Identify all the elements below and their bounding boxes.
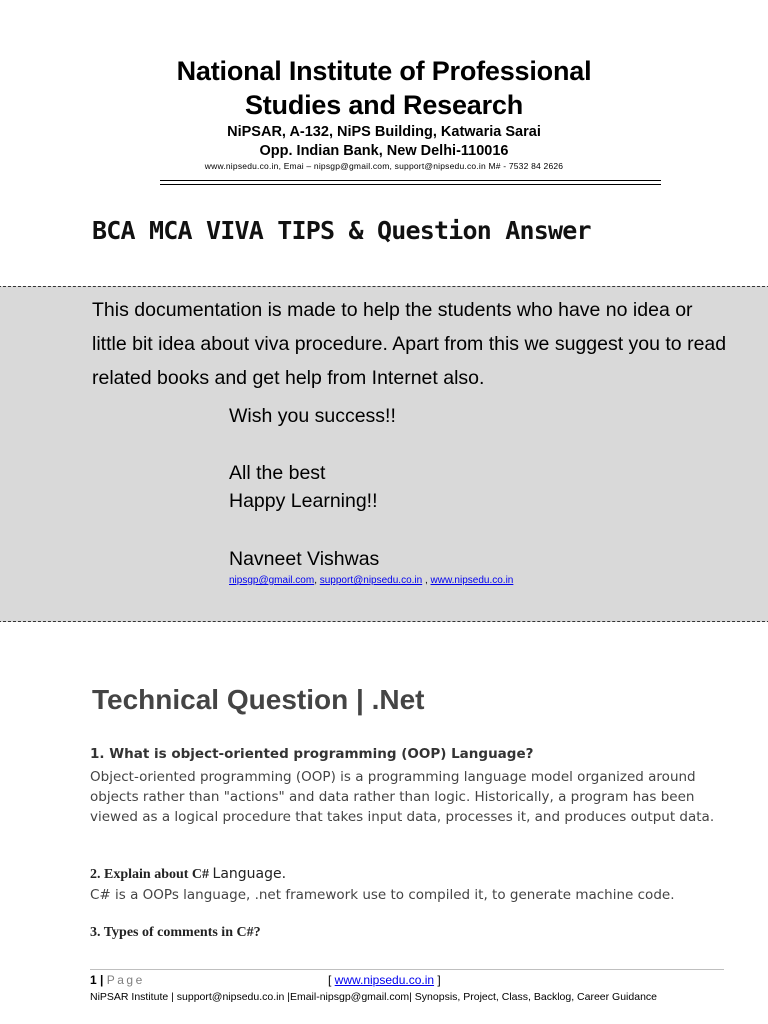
footer-website-link[interactable]: www.nipsedu.co.in	[334, 973, 435, 987]
wish-text: Wish you success!!	[229, 405, 396, 427]
link-separator: ,	[314, 575, 320, 586]
document-title: BCA MCA VIVA TIPS & Question Answer	[92, 216, 591, 245]
all-the-best-text: All the best	[229, 462, 326, 484]
bracket-close: ]	[434, 973, 441, 987]
link-separator: ,	[422, 575, 431, 586]
contact-line: www.nipsedu.co.in, Emai – nipsgp@gmail.com, support@nipsedu.co.in M# - 7532 84 2626	[204, 161, 564, 171]
question-3-title: 3. Types of comments in C#?	[90, 925, 261, 940]
support-email-link[interactable]: support@nipsedu.co.in	[319, 575, 423, 586]
question-2-title	[90, 866, 730, 883]
happy-learning-text: Happy Learning!!	[229, 490, 378, 512]
footer-info: NiPSAR Institute | support@nipsedu.co.in |Email-nipsgp@gmail.com| Synopsis, Project, Class, Backlog, Career Guidance	[90, 991, 657, 1003]
footer-site	[328, 973, 441, 987]
question-1-answer: Object-oriented programming (OOP) is a programming language model organized around objects rather than "actions" and data rather than logic. Historically, a program has been viewed as a logical procedure that takes input data, processes it, and produces output data.	[90, 769, 715, 825]
author-email-link[interactable]: nipsgp@gmail.com	[229, 575, 315, 586]
question-2-answer: C# is a OOPs language, .net framework use to compiled it, to generate machine code.	[90, 887, 675, 903]
address-line2: Opp. Indian Bank, New Delhi-110016	[259, 143, 509, 159]
website-link[interactable]: www.nipsedu.co.in	[430, 575, 514, 586]
page-indicator	[90, 973, 145, 987]
question-2-title-lang: Language.	[212, 866, 287, 882]
page-label: Page	[106, 973, 145, 987]
question-1-title: 1. What is object-oriented programming (OOP) Language?	[90, 746, 534, 762]
page-number: 1	[90, 973, 97, 987]
institute-title	[0, 54, 768, 122]
author-links	[229, 575, 513, 586]
author-name: Navneet Vishwas	[229, 548, 380, 570]
tips-box	[0, 286, 768, 622]
institute-title-line2: Studies and Research	[244, 90, 524, 120]
question-2-title-text: 2. Explain about C#	[90, 867, 213, 882]
page-separator: |	[96, 973, 107, 987]
address-line1: NiPSAR, A-132, NiPS Building, Katwaria Sarai	[227, 124, 541, 140]
section-heading: Technical Question | .Net	[92, 684, 425, 715]
institute-title-line1: National Institute of Professional	[176, 56, 592, 86]
footer-rule	[90, 969, 724, 970]
header-rule-bottom	[160, 184, 661, 185]
header-rule-top	[160, 180, 661, 181]
tips-intro: This documentation is made to help the students who have no idea or little bit idea about viva procedure. Apart from this we suggest you to read related books and get help from Internet also.	[92, 299, 727, 389]
bracket-open: [	[328, 973, 335, 987]
